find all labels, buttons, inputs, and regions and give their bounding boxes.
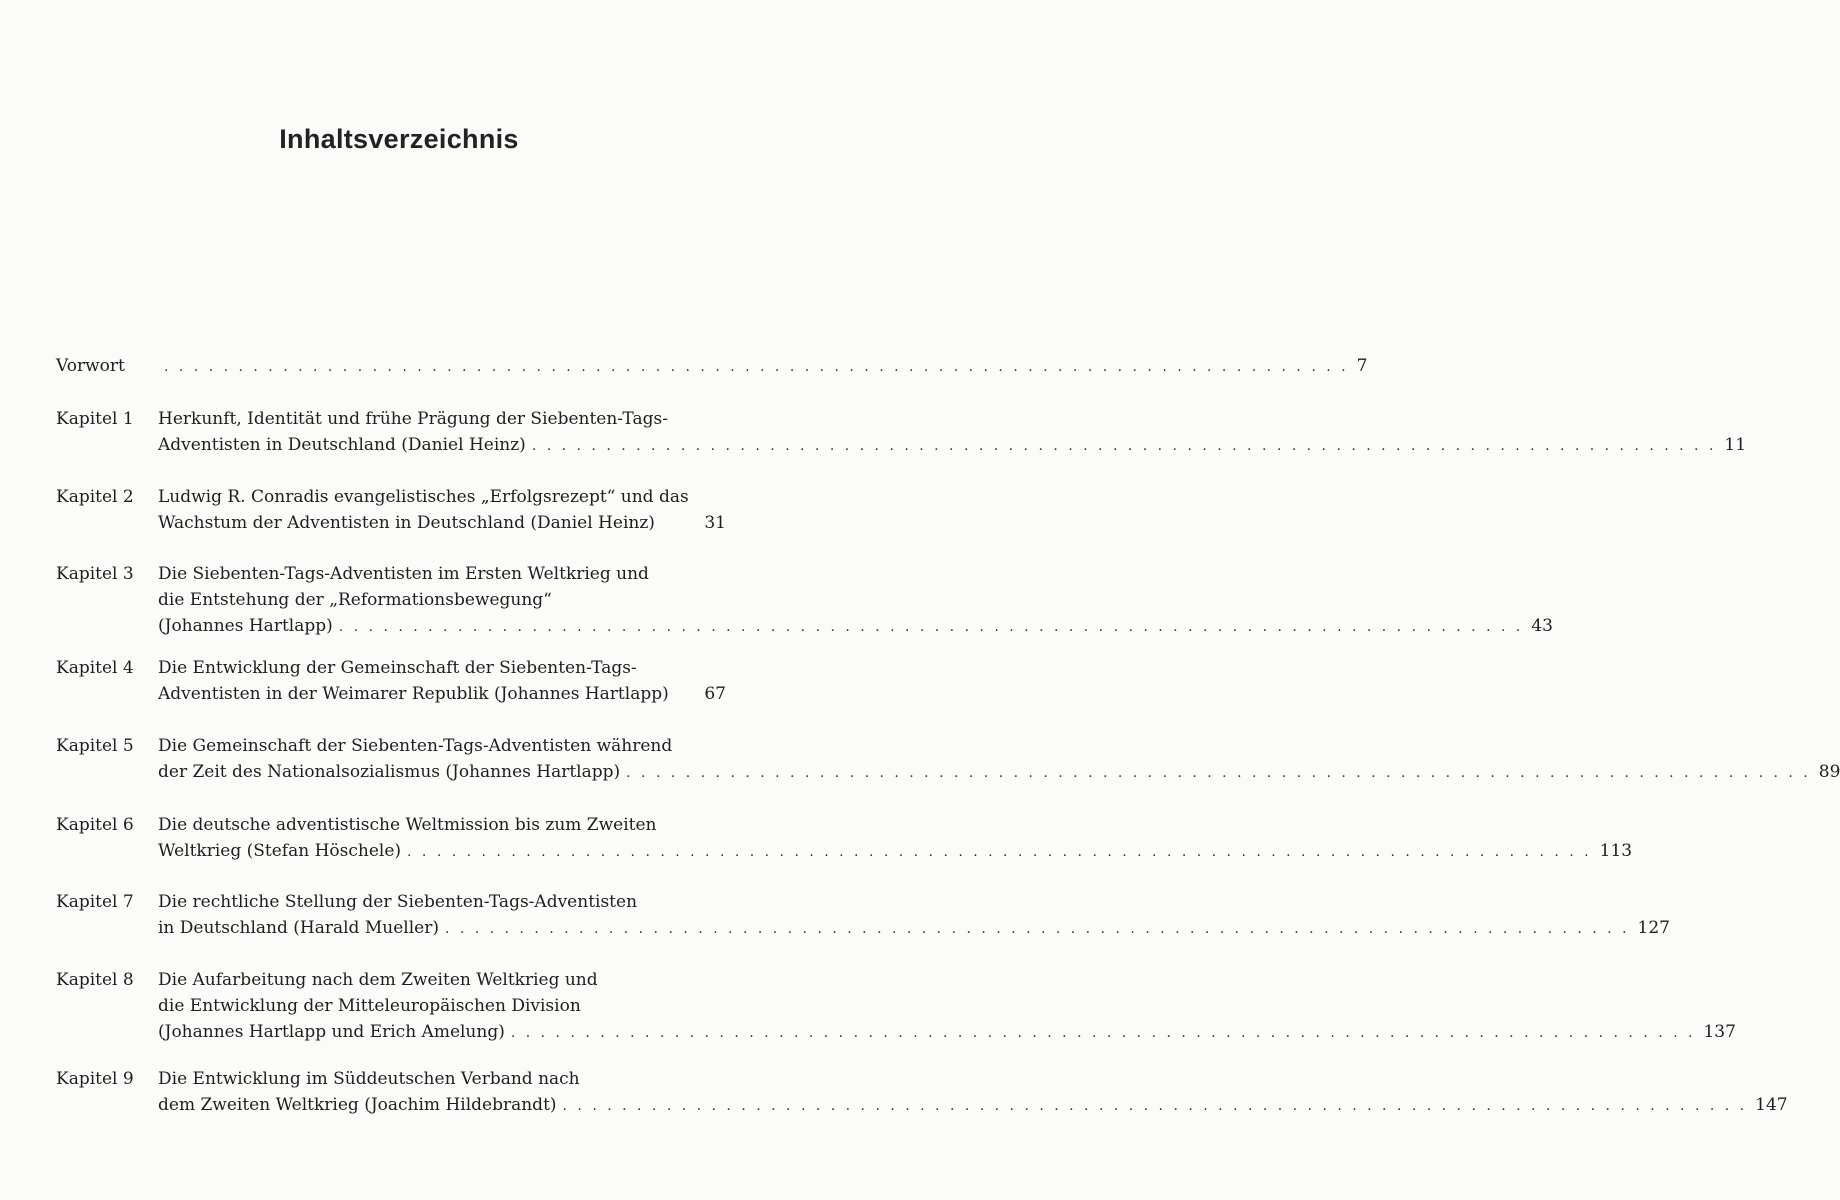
dot-leader: . . . . . . . . . . . . . . . . . . . . . . . . . . . . . . . . . . . . . . . . . . . . . . . . . . . . . . . . . . . . . . . . . . . . . . . . . . . . . . . . xyxy=(626,765,1811,781)
toc-entry-last-line xyxy=(158,613,1553,640)
toc-entry-last-line xyxy=(158,759,1840,786)
toc-entry-title xyxy=(158,889,1670,942)
toc-entry-label: Kapitel 7 xyxy=(56,892,134,912)
toc-entry-label: Kapitel 8 xyxy=(56,970,134,990)
toc-entry-last-line xyxy=(158,1019,1736,1046)
toc-entry-title-line: die Entstehung der „Reformationsbewegung“ xyxy=(158,590,552,610)
toc-entry-title-line: Die Entwicklung im Süddeutschen Verband nach xyxy=(158,1069,580,1089)
toc-entry-title xyxy=(158,1066,1788,1119)
toc-entry-label: Vorwort xyxy=(56,356,125,376)
toc-entry-page-number: 43 xyxy=(1531,616,1553,636)
toc-entry-title-line: (Johannes Hartlapp und Erich Amelung) xyxy=(158,1022,505,1042)
toc-entry-last-line xyxy=(158,353,1368,380)
toc-entry-title-line: Die Gemeinschaft der Siebenten-Tags-Adventisten während xyxy=(158,736,673,756)
dot-leader: . . . . . . . . . . . . . . . . . . . . . . . . . . . . . . . . . . . . . . . . . . . . . . . . . . . . . . . . . . . . . . . . . . . . . . . . . . . . . . . . xyxy=(338,619,1524,635)
toc-entry-title xyxy=(158,967,1736,1046)
toc-entry-title-line: dem Zweiten Weltkrieg (Joachim Hildebrandt) xyxy=(158,1095,557,1115)
toc-entry-label: Kapitel 1 xyxy=(56,409,134,429)
toc-entry-page-number: 89 xyxy=(1818,762,1840,782)
toc-entry-last-line xyxy=(158,681,726,707)
dot-leader: . . . . . . . . . . . . . . . . . . . . . . . . . . . . . . . . . . . . . . . . . . . . . . . . . . . . . . . . . . . . . . . . . . . . . . . . . . . . . . . . xyxy=(562,1098,1748,1114)
toc-entry-label: Kapitel 5 xyxy=(56,736,134,756)
toc-entry-page-number: 31 xyxy=(704,513,726,533)
toc-entry-title xyxy=(158,812,1633,865)
toc-entry-title xyxy=(158,406,1747,459)
toc-entry-title-line: die Entwicklung der Mitteleuropäischen Division xyxy=(158,996,581,1016)
toc-entry-page-number: 127 xyxy=(1637,918,1670,938)
toc-entry-title-line: Adventisten in der Weimarer Republik (Johannes Hartlapp) xyxy=(158,684,669,704)
toc-entry-label: Kapitel 2 xyxy=(56,487,134,507)
dot-leader: . . . . . . . . . . . . . . . . . . . . . . . . . . . . . . . . . . . . . . . . . . . . . . . . . . . . . . . . . . . . . . . . . . . . . . . . . . . . . . . . xyxy=(164,359,1349,375)
toc-entry-page-number: 147 xyxy=(1755,1095,1788,1115)
toc-entry-title-line: Die Siebenten-Tags-Adventisten im Ersten Weltkrieg und xyxy=(158,564,649,584)
toc-entry-page-number: 7 xyxy=(1356,356,1368,376)
toc-entry-title-line: Die rechtliche Stellung der Siebenten-Tags-Adventisten xyxy=(158,892,638,912)
toc-entry-last-line xyxy=(158,510,726,536)
toc-entry-page-number: 113 xyxy=(1599,841,1633,861)
toc-entry-page-number: 67 xyxy=(704,684,726,704)
toc-entry-title-line: Weltkrieg (Stefan Höschele) xyxy=(158,841,402,861)
toc-entry-label: Kapitel 6 xyxy=(56,815,134,835)
dot-leader: . . . . . . . . . . . . . . . . . . . . . . . . . . . . . . . . . . . . . . . . . . . . . . . . . . . . . . . . . . . . . . . . . . . . . . . . . . . . . . . . xyxy=(444,921,1630,937)
toc-entry-title-line: in Deutschland (Harald Mueller) xyxy=(158,918,439,938)
dot-leader: . . . . . . . . . . . . . . . . . . . . . . . . . . . . . . . . . . . . . . . . . . . . . . . . . . . . . . . . . . . . . . . . . . . . . . . . . . . . . . . . xyxy=(510,1025,1696,1041)
toc-entry-title-line: (Johannes Hartlapp) xyxy=(158,616,333,636)
toc-entry-page-number: 11 xyxy=(1724,435,1747,455)
dot-leader: . . . . . . . . . . . . . . . . . . . . . . . . . . . . . . . . . . . . . . . . . . . . . . . . . . . . . . . . . . . . . . . . . . . . . . . . . . . . . . . . xyxy=(531,438,1717,454)
toc-entry-title-line: Die Entwicklung der Gemeinschaft der Siebenten-Tags- xyxy=(158,658,637,678)
dot-leader: . . . . . . . . . . . . . . . . . . . . . . . . . . . . . . . . . . . . . . . . . . . . . . . . . . . . . . . . . . . . . . . . . . . . . . . . . . . . . . . . xyxy=(407,844,1592,860)
toc-entry-label: Kapitel 4 xyxy=(56,658,134,678)
toc-entry-title-line: Adventisten in Deutschland (Daniel Heinz) xyxy=(158,435,526,455)
toc-entry-last-line xyxy=(158,838,1633,865)
toc-entry-title-line: Herkunft, Identität und frühe Prägung der Siebenten-Tags- xyxy=(158,409,668,429)
toc-entry-title-line: Die Aufarbeitung nach dem Zweiten Weltkrieg und xyxy=(158,970,598,990)
toc-entry-title xyxy=(158,561,1553,640)
toc-entry-label: Kapitel 9 xyxy=(56,1069,134,1089)
page-title: Inhaltsverzeichnis xyxy=(279,124,519,154)
toc-entry-title xyxy=(158,484,726,536)
toc-entry-last-line xyxy=(158,432,1747,459)
toc-entry-title xyxy=(158,353,1368,380)
toc-entry-page-number: 137 xyxy=(1703,1022,1736,1042)
toc-entry-title xyxy=(158,733,1840,786)
toc-entry-title-line: Die deutsche adventistische Weltmission bis zum Zweiten xyxy=(158,815,657,835)
toc-entry-label: Kapitel 3 xyxy=(56,564,134,584)
toc-entry-title-line: Ludwig R. Conradis evangelistisches „Erfolgsrezept“ und das xyxy=(158,487,689,507)
toc-entry-last-line xyxy=(158,1092,1788,1119)
toc-entry-title-line: der Zeit des Nationalsozialismus (Johannes Hartlapp) xyxy=(158,762,621,782)
toc-entry-title-line: Wachstum der Adventisten in Deutschland (Daniel Heinz) xyxy=(158,513,655,533)
toc-entry-title xyxy=(158,655,726,707)
toc-entry-last-line xyxy=(158,915,1670,942)
